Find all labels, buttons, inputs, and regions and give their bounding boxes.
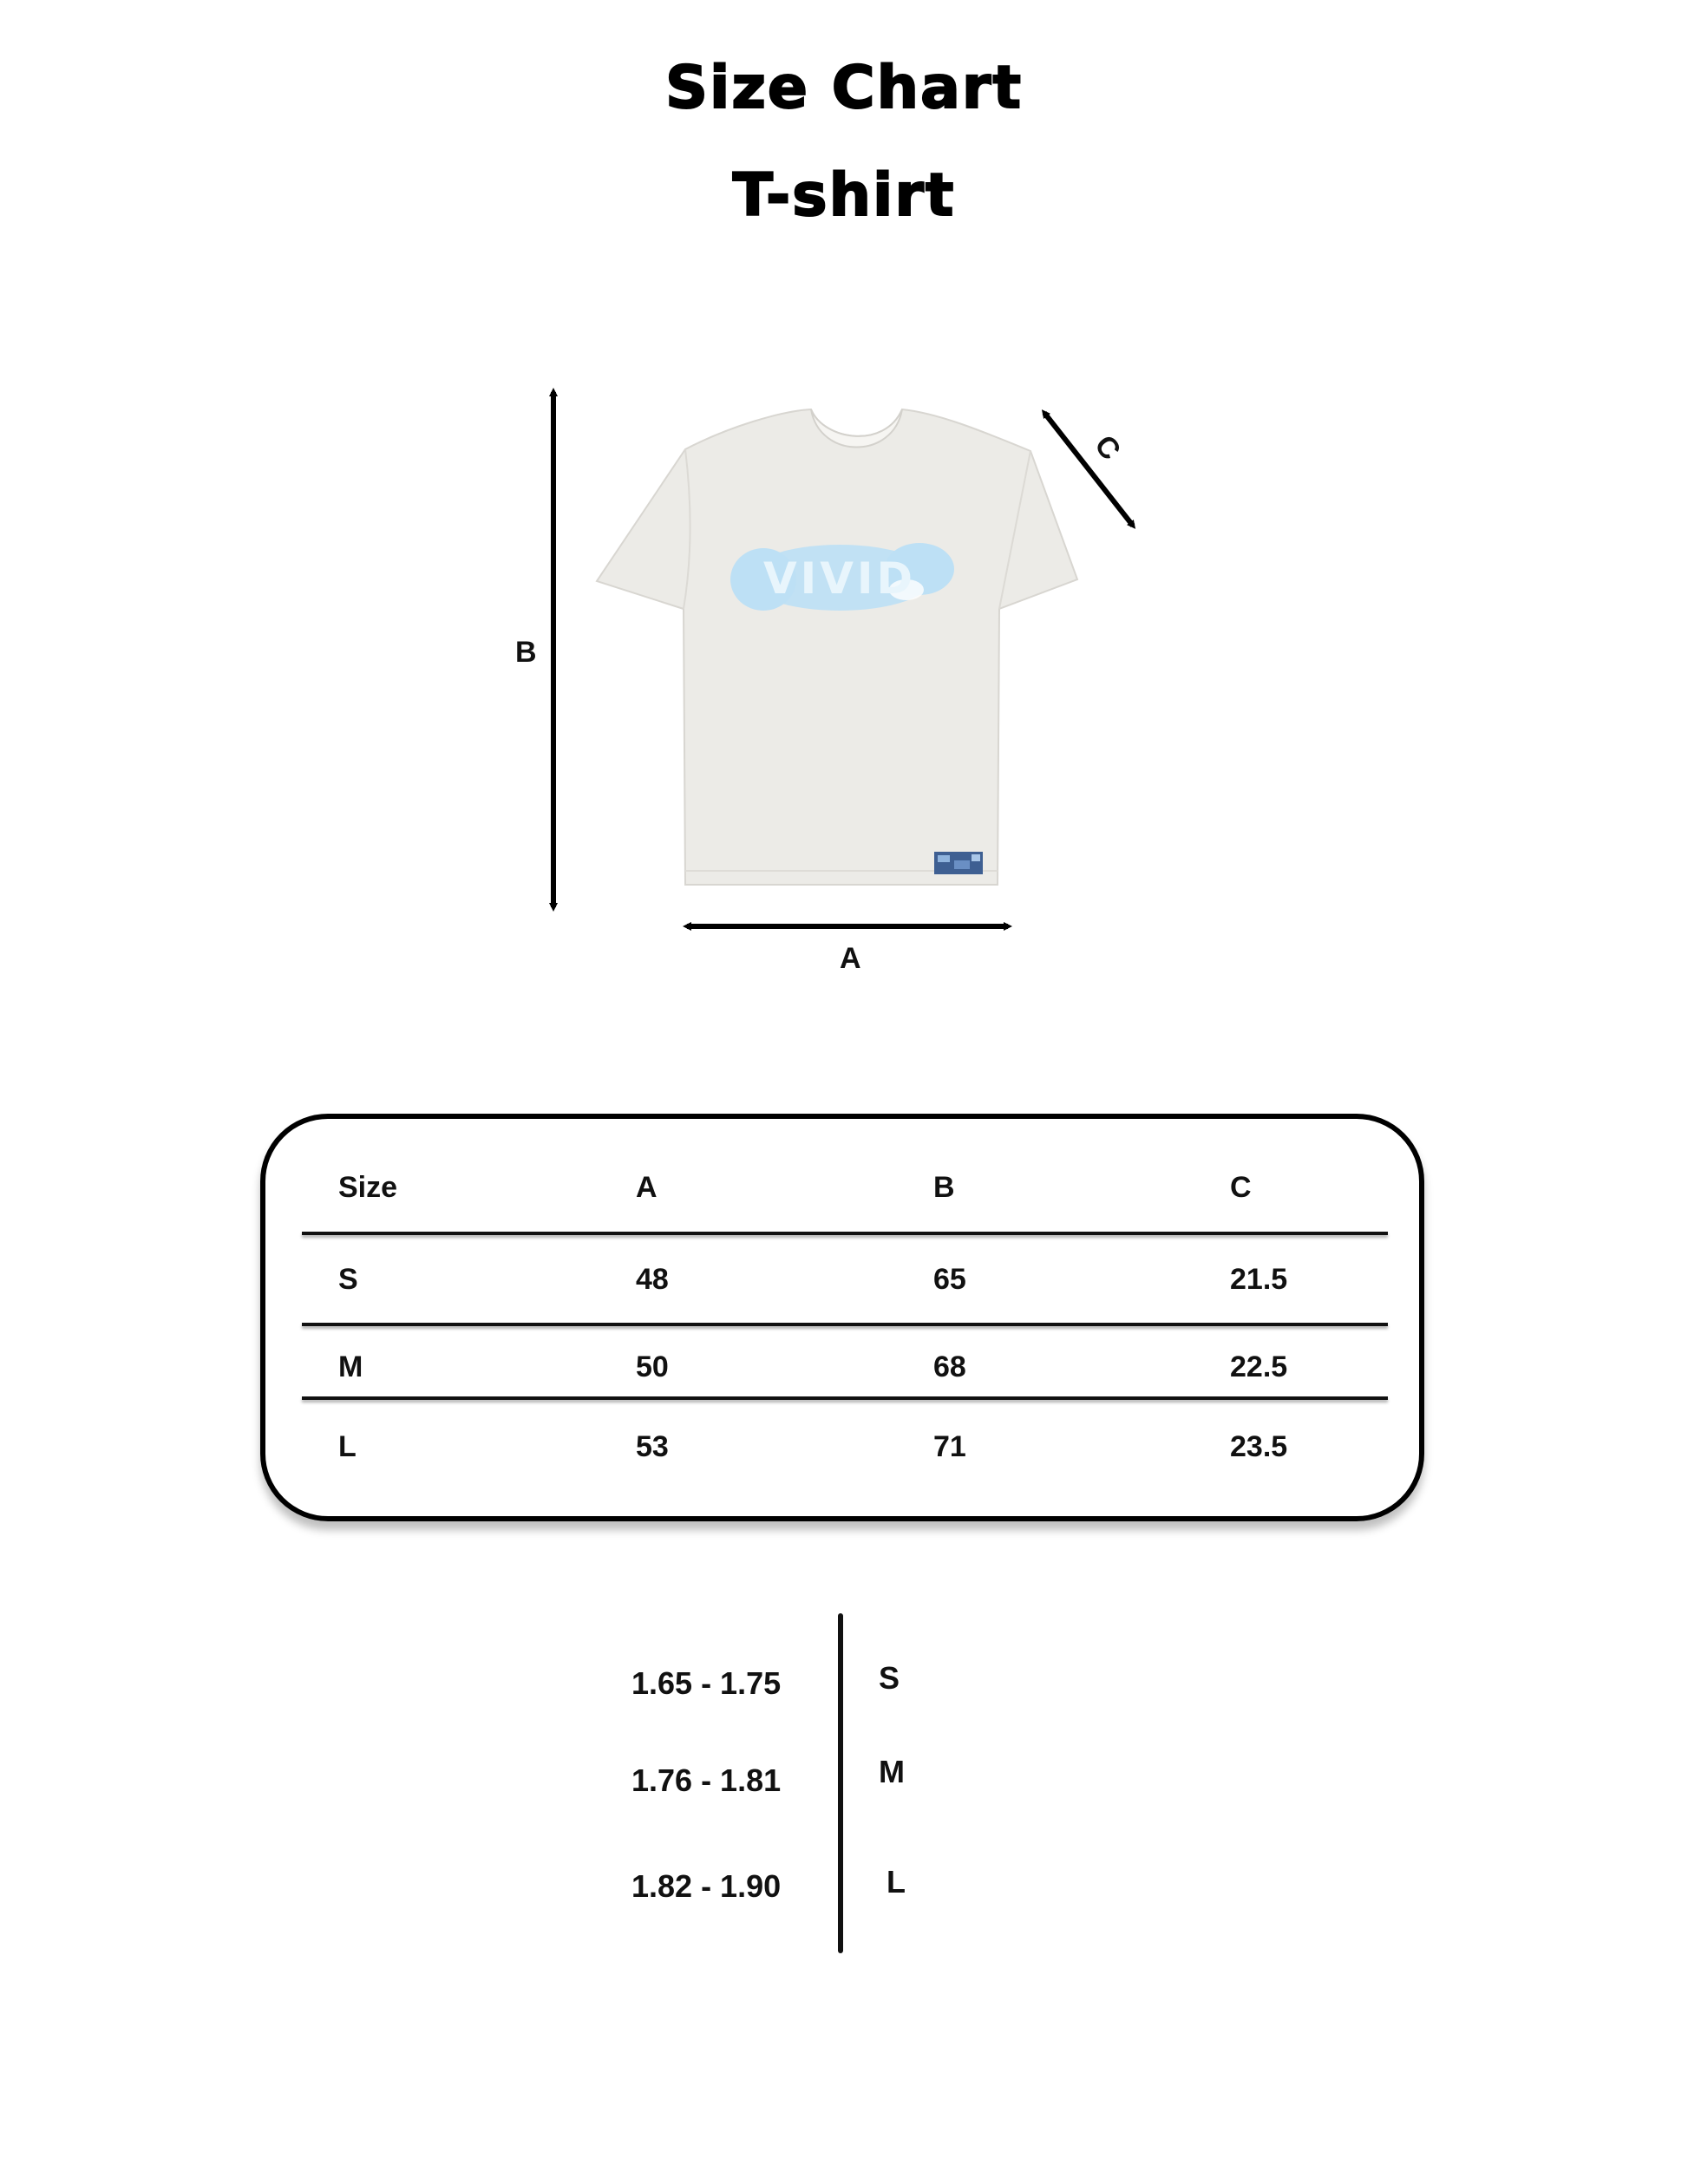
height-guide-divider: [838, 1613, 843, 1953]
hem-label-patch: [934, 852, 983, 874]
header-a: A: [636, 1171, 658, 1204]
cell-a: 50: [636, 1350, 669, 1383]
page-subtitle: T-shirt: [732, 161, 956, 230]
tshirt-body: [597, 409, 1077, 885]
page-title: Size Chart: [665, 54, 1023, 122]
header-c: C: [1230, 1171, 1252, 1204]
dimension-label-b: B: [515, 636, 537, 669]
cell-a: 53: [636, 1430, 669, 1463]
height-range: 1.76 - 1.81: [631, 1762, 782, 1798]
tshirt-diagram: [0, 0, 1688, 1041]
chest-print-text: VIVID: [762, 553, 917, 604]
table-divider: [302, 1232, 1388, 1235]
cell-c: 21.5: [1230, 1263, 1288, 1296]
table-divider: [302, 1396, 1388, 1400]
cell-c: 23.5: [1230, 1430, 1288, 1463]
height-size: M: [879, 1754, 905, 1789]
dimension-arrow-c: [1044, 413, 1133, 526]
height-size: S: [879, 1660, 900, 1696]
cell-b: 71: [933, 1430, 966, 1463]
tshirt-illustration: [597, 409, 1077, 885]
cell-size: S: [338, 1263, 358, 1296]
cell-size: M: [338, 1350, 363, 1383]
cell-a: 48: [636, 1263, 669, 1296]
height-range: 1.82 - 1.90: [631, 1868, 782, 1904]
cell-c: 22.5: [1230, 1350, 1288, 1383]
height-range: 1.65 - 1.75: [631, 1665, 782, 1701]
cell-b: 65: [933, 1263, 966, 1296]
dimension-label-c: C: [1088, 428, 1128, 467]
table-divider: [302, 1323, 1388, 1326]
header-size: Size: [338, 1171, 398, 1204]
dimension-label-a: A: [840, 942, 861, 975]
cell-size: L: [338, 1430, 357, 1463]
header-b: B: [933, 1171, 955, 1204]
height-size: L: [887, 1864, 906, 1900]
cell-b: 68: [933, 1350, 966, 1383]
